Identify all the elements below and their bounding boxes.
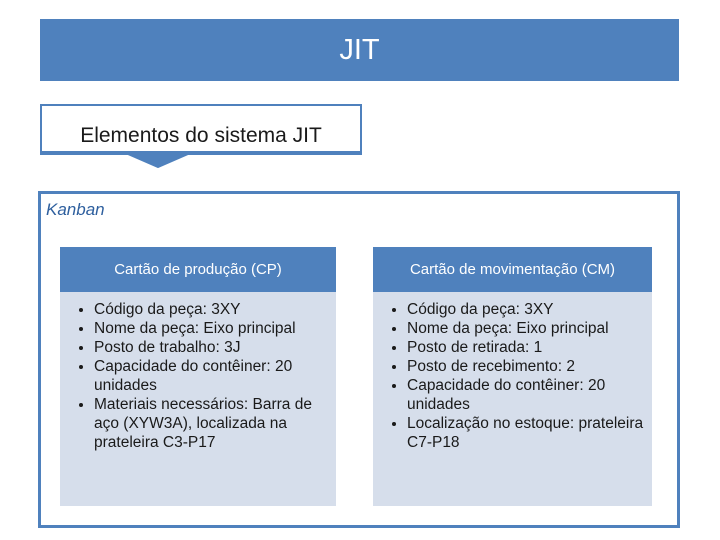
list-item: • Posto de retirada: 1 bbox=[407, 338, 644, 357]
list-item: • Nome da peça: Eixo principal bbox=[407, 319, 644, 338]
callout-box bbox=[40, 104, 362, 168]
production-card-header: Cartão de produção (CP) bbox=[60, 247, 336, 292]
movement-card bbox=[373, 247, 652, 506]
movement-card-header: Cartão de movimentação (CM) bbox=[373, 247, 652, 292]
list-item: • Localização no estoque: prateleira C7-P18 bbox=[407, 414, 644, 452]
list-item: • Posto de trabalho: 3J bbox=[94, 338, 328, 357]
list-item: • Capacidade do contêiner: 20 unidades bbox=[407, 376, 644, 414]
production-card-list bbox=[60, 292, 336, 452]
list-item: • Posto de recebimento: 2 bbox=[407, 357, 644, 376]
title-banner bbox=[40, 19, 679, 81]
list-item: • Código da peça: 3XY bbox=[407, 300, 644, 319]
page-title: JIT bbox=[339, 33, 380, 66]
list-item: • Capacidade do contêiner: 20 unidades bbox=[94, 357, 328, 395]
callout-label: Elementos do sistema JIT bbox=[80, 124, 322, 147]
kanban-label: Kanban bbox=[46, 200, 105, 219]
list-item: • Código da peça: 3XY bbox=[94, 300, 328, 319]
list-item: • Nome da peça: Eixo principal bbox=[94, 319, 328, 338]
movement-card-list bbox=[373, 292, 652, 452]
list-item: • Materiais necessários: Barra de aço (XYW3A), localizada na prateleira C3-P17 bbox=[94, 395, 328, 452]
production-card bbox=[60, 247, 336, 506]
